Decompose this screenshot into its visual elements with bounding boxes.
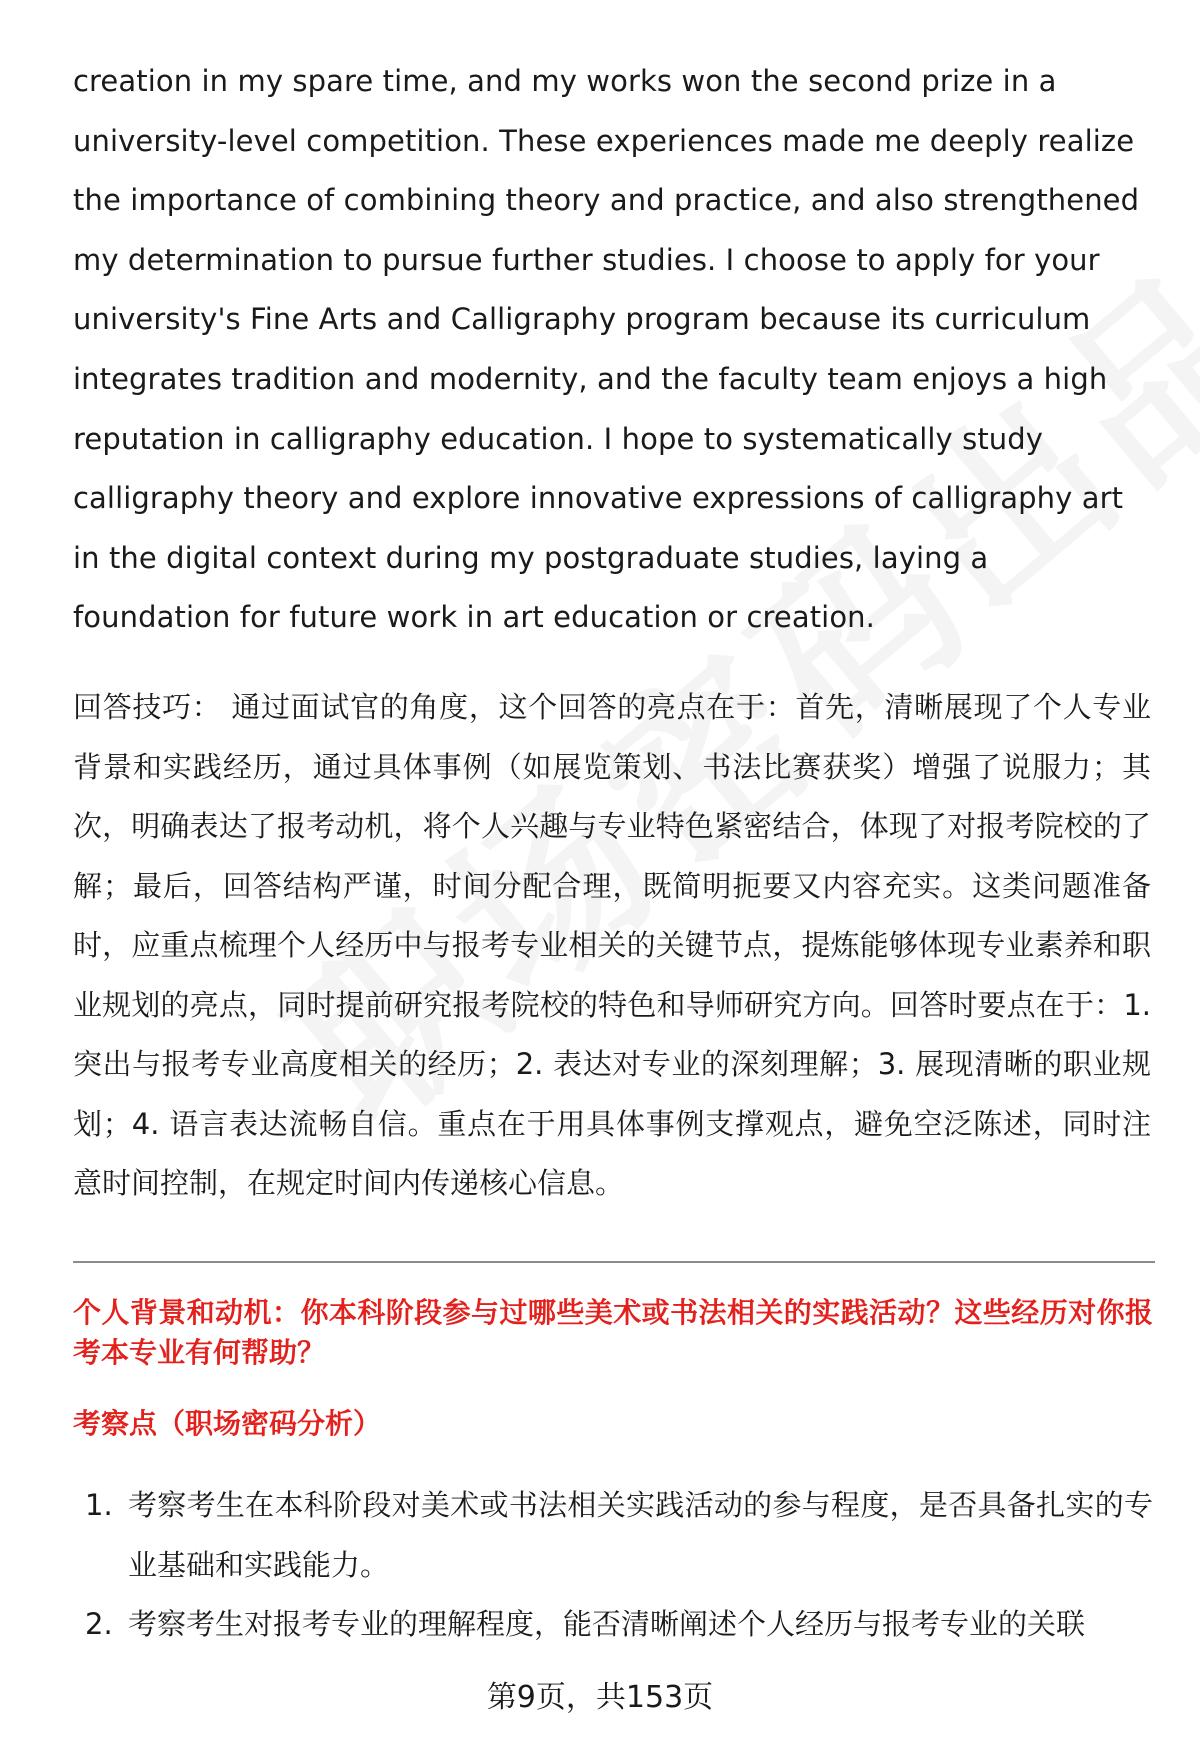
list-item-text: 考察考生对报考专业的理解程度，能否清晰阐述个人经历与报考专业的关联 bbox=[128, 1607, 1086, 1641]
list-item-text: 考察考生在本科阶段对美术或书法相关实践活动的参与程度，是否具备扎实的专业基础和实践能力。 bbox=[128, 1488, 1153, 1582]
answer-tips-paragraph: 回答技巧： 通过面试官的角度，这个回答的亮点在于：首先，清晰展现了个人专业背景和实践经历，通过具体事例（如展览策划、书法比赛获奖）增强了说服力；其次，明确表达了报考动机，将个人兴趣与专业特色紧密结合，体现了对报考院校的了解；最后，回答结构严谨，时间分配合理，既简明扼要又内容充实。这类问题准备时，应重点梳理个人经历中与报考专业相关的关键节点，提炼能够体现专业素养和职业规划的亮点，同时提前研究报考院校的特色和导师研究方向。回答时要点在于：1. 突出与报考专业高度相关的经历；2. 表达对专业的深刻理解；3. 展现清晰的职业规划；4. 语言表达流畅自信。重点在于用具体事例支撑观点，避免空泛陈述，同时注意时间控制，在规定时间内传递核心信息。 bbox=[73, 690, 1151, 1200]
list-item bbox=[73, 1476, 1153, 1595]
exam-points-list bbox=[73, 1476, 1153, 1655]
list-item-number: 1. bbox=[85, 1488, 113, 1522]
page-number: 第9页，共153页 bbox=[486, 1680, 714, 1715]
list-item bbox=[73, 1595, 1153, 1655]
question-heading: 个人背景和动机：你本科阶段参与过哪些美术或书法相关的实践活动？这些经历对你报考本专业有何帮助？ bbox=[73, 1296, 1153, 1369]
list-item-number: 2. bbox=[85, 1607, 113, 1641]
section-divider bbox=[73, 1261, 1155, 1263]
english-paragraph: creation in my spare time, and my works won the second prize in a university-level competition. These experiences made me deeply realize the importance of combining theory and practice, and also strengthened my determination to pursue further studies. I choose to apply for your university's Fine Arts and Calligraphy program because its curriculum integrates tradition and modernity, and the faculty team enjoys a high reputation in calligraphy education. I hope to systematically study calligraphy theory and explore innovative expressions of calligraphy art in the digital context during my postgraduate studies, laying a foundation for future work in art education or creation. bbox=[73, 64, 1140, 635]
exam-points-title: 考察点（职场密码分析） bbox=[73, 1407, 382, 1440]
